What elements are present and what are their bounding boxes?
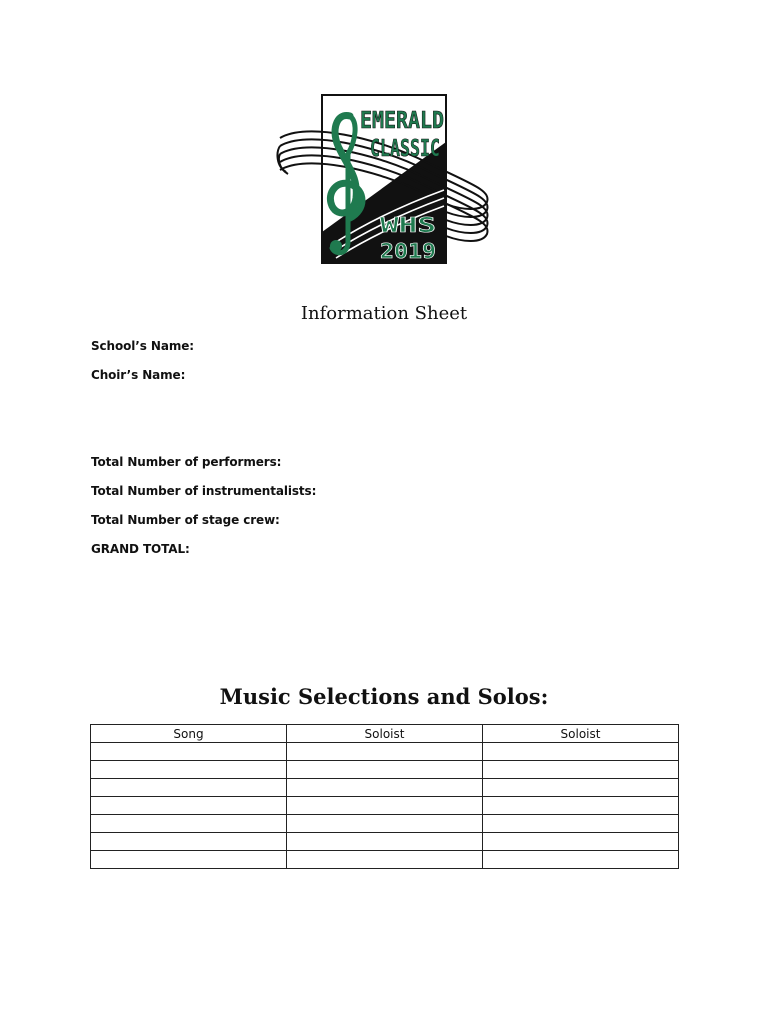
table-cell-empty[interactable] xyxy=(483,743,679,761)
table-cell-empty[interactable] xyxy=(287,851,483,869)
table-cell-empty[interactable] xyxy=(287,797,483,815)
table-cell-empty[interactable] xyxy=(287,815,483,833)
column-header-song: Song xyxy=(91,725,287,743)
choir-name-label: Choir’s Name: xyxy=(91,368,186,382)
table-cell-empty[interactable] xyxy=(483,797,679,815)
table-cell-empty[interactable] xyxy=(483,779,679,797)
table-row xyxy=(91,779,679,797)
logo-text-classic: CLASSIC xyxy=(370,136,440,162)
music-selections-heading: Music Selections and Solos: xyxy=(219,684,549,709)
logo-text-emerald: EMERALD xyxy=(360,108,444,134)
table-cell-empty[interactable] xyxy=(483,815,679,833)
logo-text-year: 2019 xyxy=(380,239,436,263)
table-body xyxy=(91,743,679,869)
table-row xyxy=(91,851,679,869)
table-cell-empty[interactable] xyxy=(91,851,287,869)
table-row xyxy=(91,743,679,761)
table-cell-empty[interactable] xyxy=(483,833,679,851)
table-cell-empty[interactable] xyxy=(91,797,287,815)
table-cell-empty[interactable] xyxy=(91,833,287,851)
table-row xyxy=(91,761,679,779)
school-name-label: School’s Name: xyxy=(91,339,194,353)
table-cell-empty[interactable] xyxy=(91,761,287,779)
page-title: Information Sheet xyxy=(300,303,468,324)
total-performers-label: Total Number of performers: xyxy=(91,455,282,469)
table-cell-empty[interactable] xyxy=(483,761,679,779)
table-cell-empty[interactable] xyxy=(483,851,679,869)
column-header-soloist-1: Soloist xyxy=(287,725,483,743)
table-cell-empty[interactable] xyxy=(287,743,483,761)
grand-total-label: GRAND TOTAL: xyxy=(91,542,190,556)
emerald-classic-logo xyxy=(276,92,492,268)
table-cell-empty[interactable] xyxy=(91,743,287,761)
table-header-row xyxy=(91,725,679,743)
total-stage-crew-label: Total Number of stage crew: xyxy=(91,513,280,527)
table-row xyxy=(91,815,679,833)
table-cell-empty[interactable] xyxy=(287,761,483,779)
table-row xyxy=(91,797,679,815)
table-cell-empty[interactable] xyxy=(287,779,483,797)
emerald-classic-logo-graphic xyxy=(276,92,492,268)
total-instrumentalists-label: Total Number of instrumentalists: xyxy=(91,484,317,498)
table-row xyxy=(91,833,679,851)
table-cell-empty[interactable] xyxy=(91,779,287,797)
table-cell-empty[interactable] xyxy=(287,833,483,851)
logo-text-whs: WHS xyxy=(380,213,436,237)
table-cell-empty[interactable] xyxy=(91,815,287,833)
music-selections-table xyxy=(90,724,679,869)
column-header-soloist-2: Soloist xyxy=(483,725,679,743)
